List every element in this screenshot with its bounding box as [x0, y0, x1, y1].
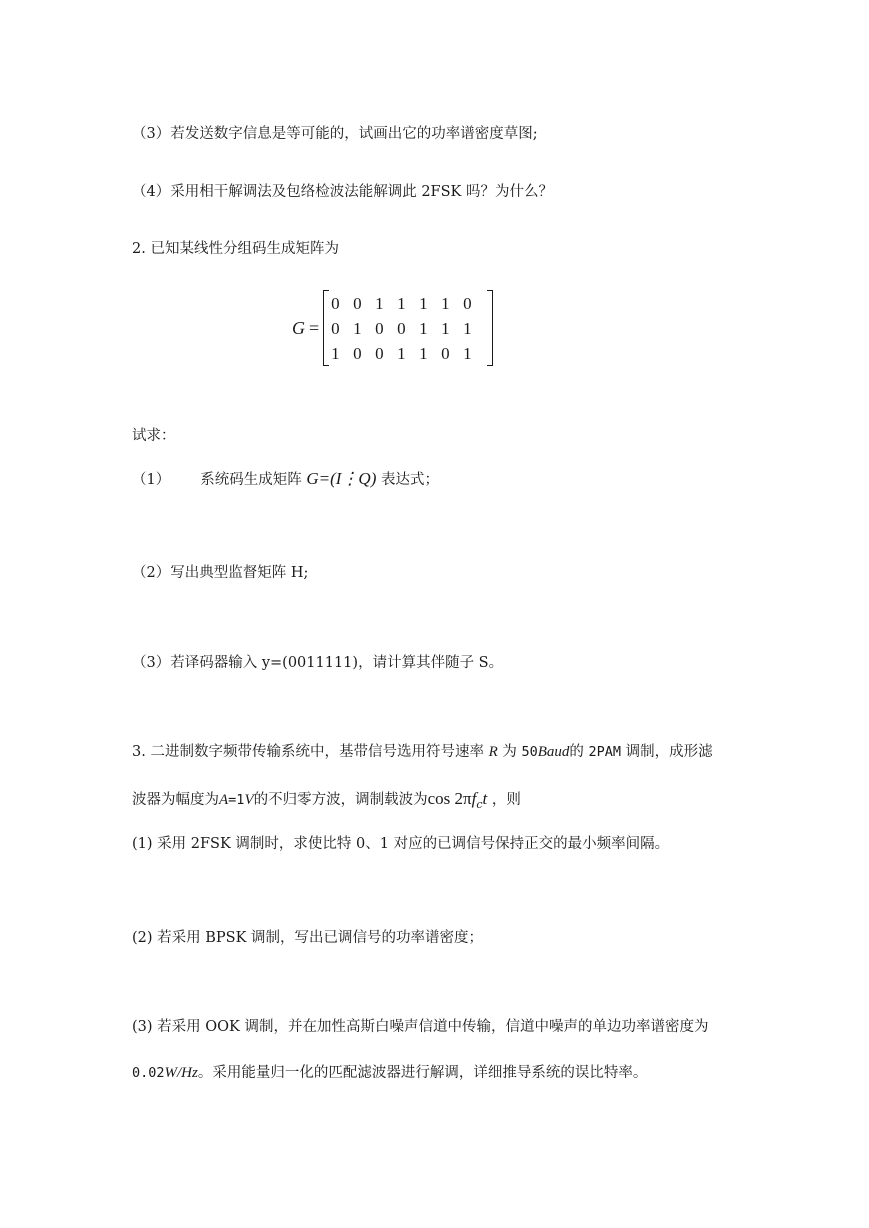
matrix-cell: 1: [331, 343, 340, 363]
q3-amplitude-symbol: A: [219, 792, 229, 808]
q1-part3: （3）若发送数字信息是等可能的，试画出它的功率谱密度草图;: [132, 126, 538, 142]
q3-carrier-t: t: [482, 789, 488, 808]
matrix-label: G: [292, 317, 305, 338]
q3-line1-text-a: 3. 二进制数字频带传输系统中，基带信号选用符号速率: [132, 744, 484, 760]
matrix-cell: 0: [463, 293, 472, 313]
q3-noise-value: 0.02: [132, 1065, 165, 1081]
q2-part3: （3）若译码器输入 y=(0011111)，请计算其伴随子 S。: [132, 655, 504, 671]
matrix-cell: 0: [441, 343, 450, 363]
q3-modulation: 2PAM: [588, 744, 622, 760]
matrix-cell: 0: [331, 318, 340, 338]
q3-part2: (2) 若采用 BPSK 调制，写出已调信号的功率谱密度；: [132, 930, 484, 946]
matrix-cell: 1: [353, 318, 362, 338]
matrix-cell: 1: [463, 343, 472, 363]
matrix-cell: 0: [397, 318, 406, 338]
q3-line1-text-c: 的: [569, 744, 584, 760]
q3-rate-value: 50: [521, 744, 538, 760]
q3-rate-unit: Baud: [537, 744, 570, 760]
q3-line2-text-b: 的不归零方波，调制载波为: [253, 792, 428, 808]
q3-line2-text-a: 波器为幅度为: [132, 792, 219, 808]
matrix-cell: 1: [419, 343, 428, 363]
q3-carrier-cos: cos 2π: [427, 789, 472, 808]
matrix-cell: 1: [463, 318, 472, 338]
q1-part4: （4）采用相干解调法及包络检波法能解调此 2FSK 吗？为什么？: [132, 184, 553, 200]
q3-carrier-f: f: [471, 789, 477, 808]
q3-rate-symbol: R: [488, 744, 498, 760]
q2-part1-text-a: 系统码生成矩阵: [200, 472, 302, 488]
generator-matrix: [292, 290, 493, 366]
q2-part1: [132, 469, 439, 490]
matrix-cell: 0: [353, 293, 362, 313]
q3-part3-line1: (3) 若采用 OOK 调制，并在加性高斯白噪声信道中传输，信道中噪声的单边功率谱密度为: [132, 1019, 709, 1035]
matrix-cell: 1: [441, 293, 450, 313]
q2-part1-formula: G=(I⋮Q): [306, 469, 377, 488]
matrix-right-bracket: [487, 290, 493, 366]
matrix-cell: 1: [441, 318, 450, 338]
q3-part3-line2-text: 。采用能量归一化的匹配滤波器进行解调，详细推导系统的误比特率。: [197, 1065, 648, 1081]
matrix-cell: 1: [375, 293, 384, 313]
matrix-cell: 0: [331, 293, 340, 313]
matrix-body: [323, 290, 493, 366]
matrix-equals: =: [309, 317, 320, 338]
q3-line1-text-d: 调制，成形滤: [625, 744, 713, 760]
q2-heading: 2. 已知某线性分组码生成矩阵为: [132, 241, 339, 257]
matrix-cell: 1: [419, 318, 428, 338]
q2-ask: 试求：: [132, 428, 176, 444]
q2-part1-text-b: 表达式；: [380, 472, 439, 488]
q3-noise-unit: W/Hz: [164, 1065, 198, 1081]
matrix-cell: 1: [397, 343, 406, 363]
q3-line2: [132, 789, 521, 811]
matrix-grid: [331, 290, 485, 366]
q3-carrier-sub: c: [476, 798, 483, 811]
matrix-left-bracket: [323, 290, 329, 366]
q3-amplitude-unit: V: [244, 792, 254, 808]
matrix-cell: 1: [419, 293, 428, 313]
q3-part3-line2: [132, 1063, 647, 1083]
q2-part2: （2）写出典型监督矩阵 H;: [132, 565, 309, 581]
q3-line2-text-c: ，则: [491, 792, 521, 808]
q2-part1-number: （1）: [132, 472, 171, 488]
q3-line1-text-b: 为: [502, 744, 517, 760]
matrix-cell: 0: [353, 343, 362, 363]
matrix-cell: 1: [397, 293, 406, 313]
q3-amplitude-value: =1: [228, 792, 245, 808]
q3-part1: (1) 采用 2FSK 调制时，求使比特 0、1 对应的已调信号保持正交的最小频率间隔。: [132, 836, 670, 852]
matrix-cell: 0: [375, 343, 384, 363]
q3-line1: [132, 742, 713, 762]
matrix-cell: 0: [375, 318, 384, 338]
